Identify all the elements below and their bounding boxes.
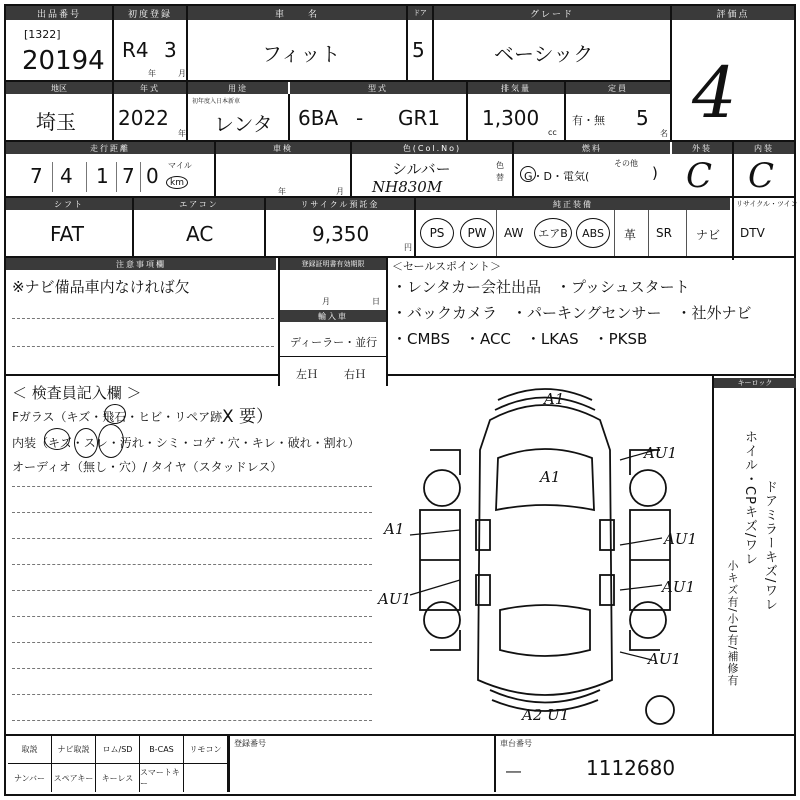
chassis-prefix: ― [506, 762, 521, 780]
inspector-title: ＜ 検査員記入欄 ＞ [12, 384, 142, 402]
damage-mark: A2 U1 [522, 706, 570, 724]
region-label: 地区 [6, 82, 112, 94]
reg-expiry-label: 登録証明書有効期限 [280, 258, 386, 270]
writing-line [12, 694, 372, 695]
car-damage-diagram [380, 380, 710, 730]
region-value: 埼玉 [36, 110, 76, 134]
year-unit: 年 [148, 69, 156, 78]
inspection-month-unit: 月 [336, 187, 344, 196]
interior-grade: C [748, 156, 775, 196]
aircon-value: AC [186, 222, 214, 246]
accessory-cell: ナビ取説 [52, 736, 96, 764]
damage-mark: AU1 [664, 530, 698, 548]
first-import-label: 初年度入日本新車 [192, 98, 241, 105]
equip-aw: AW [504, 226, 524, 240]
equip-navi: ナビ [696, 228, 721, 242]
recycle-yen: 円 [404, 243, 412, 252]
model-year: 2022 [118, 106, 169, 130]
seats-value: 5 [636, 106, 649, 130]
damage-mark: AU1 [662, 578, 696, 596]
inspection-year-unit: 年 [278, 187, 286, 196]
writing-line [12, 720, 372, 721]
damage-mark: A1 [540, 468, 561, 486]
caution-label: 注意事項欄 [6, 258, 276, 270]
reg-number-label: 登録番号 [234, 739, 266, 748]
circle-mark [74, 428, 98, 458]
side-notes-1: ホイル・CPキズ/ワレ [742, 430, 757, 567]
accessory-cell: B-CAS [140, 736, 184, 764]
circle-mark [104, 404, 126, 424]
evaluation-score: 4 [692, 52, 737, 134]
accessory-cell [184, 764, 228, 792]
fuel-close: ) [652, 164, 658, 182]
chassis-label: 車台番号 [500, 739, 532, 748]
lot-number: 20194 [22, 46, 105, 76]
eval-label: 評価点 [672, 6, 794, 20]
mile-unit: マイル [168, 161, 192, 170]
accessory-cell: スマートキー [140, 764, 184, 792]
sales-label: ＜セールスポイント＞ [392, 260, 502, 273]
equipment-label: 純正装備 [416, 198, 730, 210]
displacement-value: 1,300 [482, 106, 540, 130]
inspector-line-1-mark: X 要） [222, 407, 274, 427]
lot-label: 出品番号 [6, 6, 112, 20]
equip-leather: 革 [624, 228, 637, 242]
accessory-cell: 取説 [8, 736, 52, 764]
aircon-label: エアコン [134, 198, 264, 210]
model-dash: - [356, 106, 364, 130]
writing-line [12, 486, 372, 487]
accessory-cell: スペアキー [52, 764, 96, 792]
accessory-grid [8, 736, 228, 792]
circle-mark [98, 424, 124, 458]
km-unit-circled: km [166, 176, 188, 189]
writing-line [12, 564, 372, 565]
car-name-label: 車 名 [188, 6, 406, 20]
inspector-line-1: Fガラス（キズ・飛石・ヒビ・リペア跡・ [12, 410, 235, 424]
accessory-cell: ナンバー [8, 764, 52, 792]
model-label: 型式 [290, 82, 466, 94]
first-reg-month: 3 [164, 38, 177, 62]
month-unit: 月 [178, 69, 186, 78]
equip-ps: PS [420, 218, 454, 248]
equip-abs: ABS [576, 218, 610, 248]
grade-value: ベーシック [494, 42, 594, 66]
color-code: NH830M [372, 178, 443, 196]
accessory-cell: キーレス [96, 764, 140, 792]
interior-label: 内装 [734, 142, 794, 154]
color-label: 色(Col.No) [352, 142, 512, 154]
handle-right: 右Ｈ [344, 368, 366, 381]
inspection-label: 車検 [216, 142, 350, 154]
cc-unit: cc [548, 128, 557, 137]
inspector-line-3: オーディオ（無し・穴）/ タイヤ（スタッドレス） [12, 460, 283, 474]
damage-mark: A1 [384, 520, 405, 538]
wheel-rear-right [630, 602, 666, 638]
writing-line [12, 538, 372, 539]
shift-label: シフト [6, 198, 132, 210]
circle-mark [44, 428, 70, 450]
sales-line-1: ・レンタカー会社出品 ・プッシュスタート [392, 278, 690, 296]
seats-label: 定員 [566, 82, 670, 94]
equip-sunroof: SR [656, 226, 672, 240]
mileage-label: 走行距離 [6, 142, 214, 154]
accessory-cell: リモコン [184, 736, 228, 764]
side-notes-3: 小キズ有/小U有/補修有 [726, 560, 739, 687]
fuel-options: G・D・電気( [524, 170, 590, 183]
mileage-digit-1: 7 [30, 164, 43, 188]
damage-mark: A1 [544, 390, 565, 408]
import-label: 輸入車 [280, 310, 386, 322]
car-name: フィット [262, 42, 341, 66]
writing-line [12, 590, 372, 591]
color-value: シルバー [392, 160, 451, 178]
equip-dtv: DTV [740, 226, 765, 240]
writing-line [12, 512, 372, 513]
handle-left: 左Ｈ [296, 368, 318, 381]
inspector-line-2: 内装（キズ・スレ・汚れ・シミ・コゲ・穴・キレ・破れ・割れ） [12, 436, 360, 450]
door-label: ドア [408, 6, 432, 20]
accessory-cell: ロム/SD [96, 736, 140, 764]
damage-mark: AU1 [378, 590, 412, 608]
door-count: 5 [412, 38, 425, 62]
recycle-value: 9,350 [312, 222, 370, 246]
mileage-digit-2: 4 [60, 164, 73, 188]
exterior-grade: C [686, 156, 713, 196]
recycle-label: リサイクル預託金 [266, 198, 414, 210]
model-prefix: 6BA [298, 106, 339, 130]
mileage-digit-5: 0 [146, 164, 159, 188]
fuel-other: その他 [614, 159, 638, 168]
color-change: 色替 [496, 161, 504, 182]
sales-line-2: ・バックカメラ ・パーキングセンサー ・社外ナビ [392, 304, 752, 322]
bracket-number: [1322] [24, 28, 61, 41]
grade-label: グレード [434, 6, 670, 20]
dealer-parallel: ディーラー・並行 [290, 336, 378, 349]
writing-line [12, 642, 372, 643]
reg-day-unit: 日 [372, 297, 380, 306]
usage-value: レンタ [214, 112, 273, 136]
ref-label: リサイクル・ツイン [736, 200, 798, 208]
equip-pw: PW [460, 218, 494, 248]
damage-mark: AU1 [648, 650, 682, 668]
key-lock-label: キーロック [714, 378, 796, 388]
writing-line [12, 668, 372, 669]
first-reg-era: R4 [122, 38, 149, 62]
mileage-digit-3: 1 [96, 164, 109, 188]
usage-label: 用途 [188, 82, 288, 94]
rear-bumper [490, 690, 600, 703]
year-label: 年式 [114, 82, 186, 94]
mileage-digit-4: 7 [122, 164, 135, 188]
chassis-number: 1112680 [586, 756, 676, 780]
first-reg-label: 初度登録 [114, 6, 186, 20]
wheel-front-left [424, 470, 460, 506]
model-year-unit: 年 [178, 129, 186, 138]
reg-month-unit: 月 [322, 297, 330, 306]
sales-line-3: ・CMBS ・ACC ・LKAS ・PKSB [392, 330, 648, 348]
shift-value: FAT [50, 222, 85, 246]
fuel-label: 燃料 [514, 142, 670, 154]
spare-tire [646, 696, 674, 724]
wheel-front-right [630, 470, 666, 506]
displacement-label: 排気量 [468, 82, 564, 94]
has-none: 有・無 [572, 114, 605, 127]
exterior-label: 外装 [672, 142, 732, 154]
seats-unit: 名 [660, 129, 668, 138]
writing-line [12, 616, 372, 617]
damage-mark: AU1 [644, 444, 678, 462]
wheel-rear-left [424, 602, 460, 638]
side-notes-2: ドアミラーキズ/ワレ [762, 480, 777, 612]
car-rear-window [500, 605, 590, 656]
model-suffix: GR1 [398, 106, 441, 130]
caution-text: ※ナビ備品車内なければ欠 [12, 278, 190, 296]
equip-airbag: エアB [534, 218, 572, 248]
